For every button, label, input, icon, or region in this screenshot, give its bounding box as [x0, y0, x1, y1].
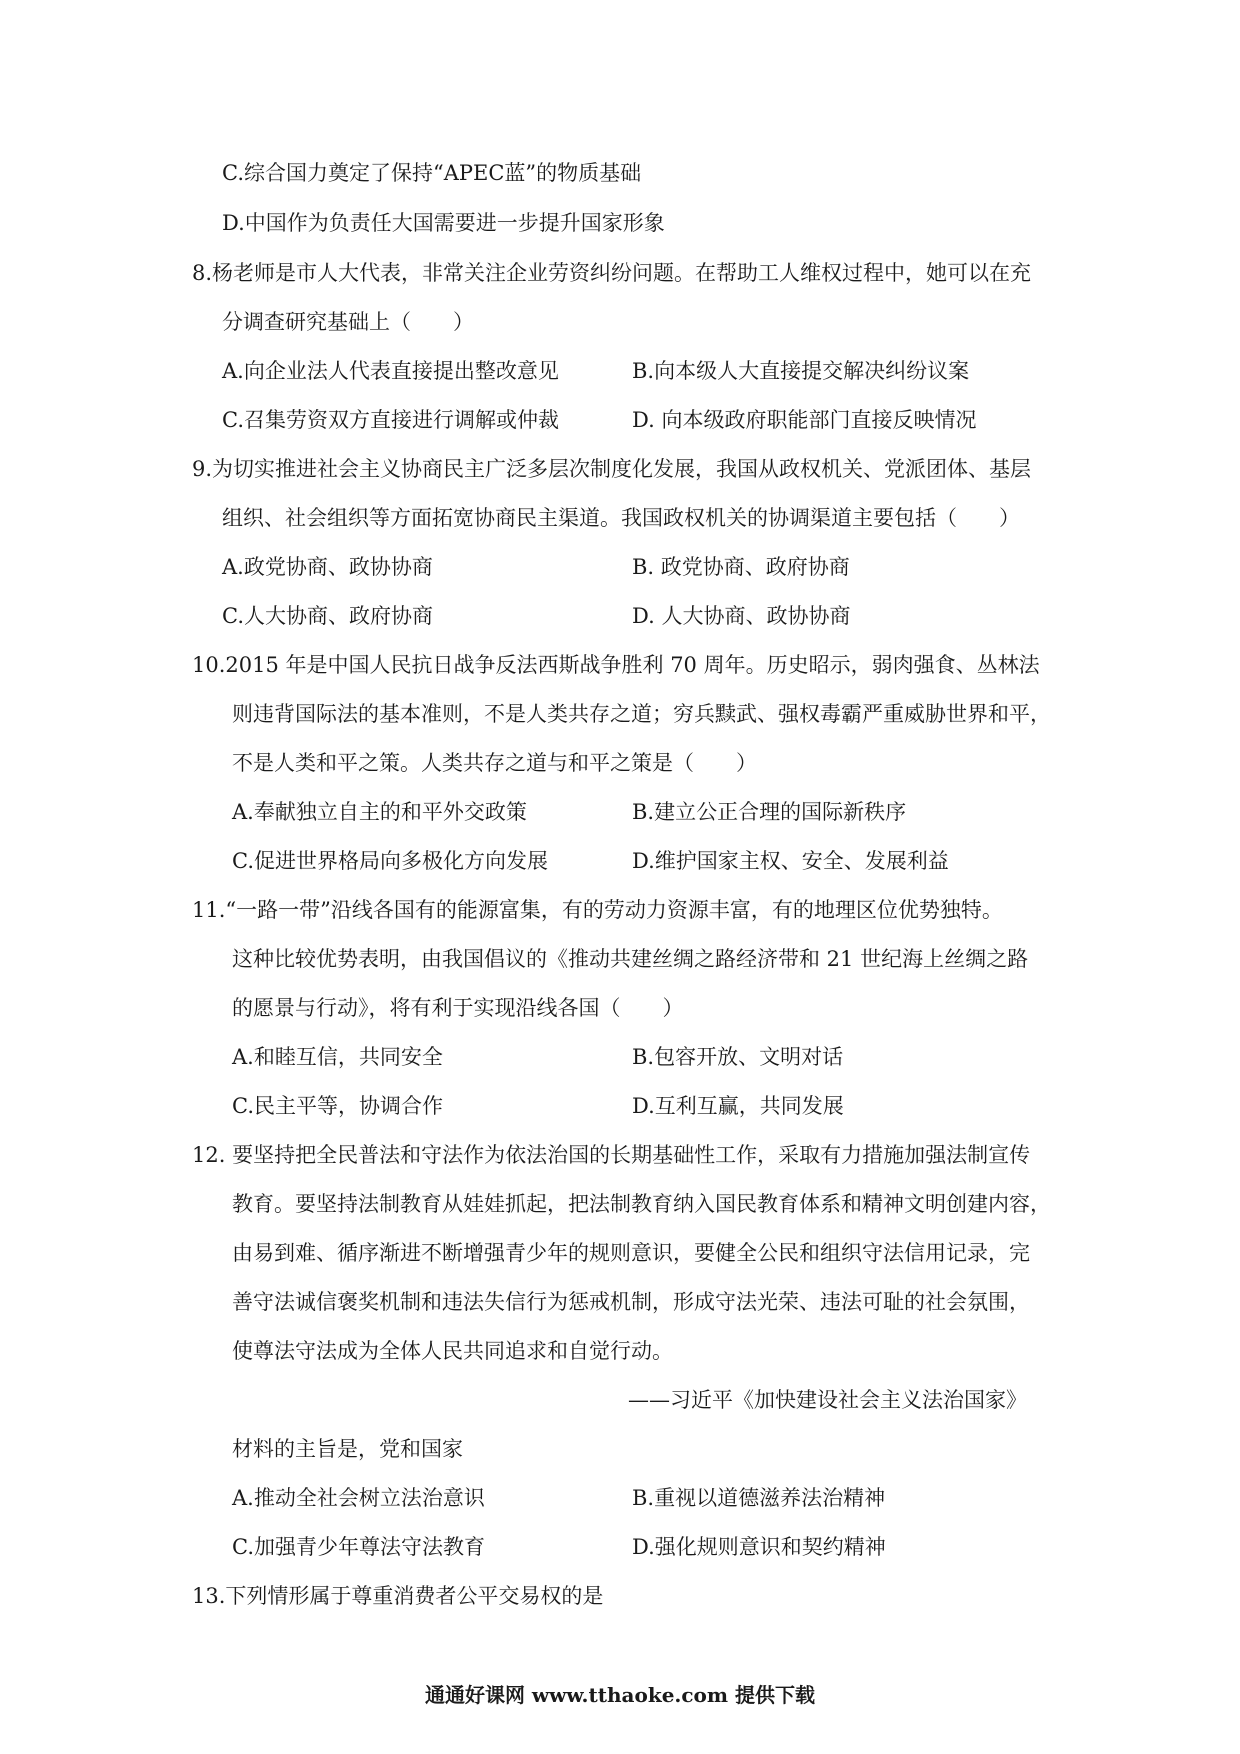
q10-stem-line1: 10.2015 年是中国人民抗日战争反法西斯战争胜利 70 周年。历史昭示，弱肉强食、丛林法 [192, 653, 1040, 677]
q12-stem-line5: 使尊法守法成为全体人民共同追求和自觉行动。 [232, 1339, 673, 1363]
q10-stem-line2: 则违背国际法的基本准则，不是人类共存之道；穷兵黩武、强权毒霸严重威胁世界和平， [232, 702, 1051, 726]
q8-option-a: A.向企业法人代表直接提出整改意见 [222, 359, 559, 383]
q12-stem-line3: 由易到难、循序渐进不断增强青少年的规则意识，要健全公民和组织守法信用记录，完 [232, 1241, 1030, 1265]
q12-option-d: D.强化规则意识和契约精神 [632, 1535, 886, 1559]
q9-option-d: D. 人大协商、政协协商 [632, 604, 851, 628]
q10-option-d: D.维护国家主权、安全、发展利益 [632, 849, 949, 873]
q12-stem-line2: 教育。要坚持法制教育从娃娃抓起，把法制教育纳入国民教育体系和精神文明创建内容， [232, 1192, 1051, 1216]
q12-option-a: A.推动全社会树立法治意识 [232, 1486, 485, 1510]
q11-option-b: B.包容开放、文明对话 [632, 1045, 844, 1069]
q12-quote-source: ——习近平《加快建设社会主义法治国家》 [628, 1388, 1027, 1412]
q8-option-b: B.向本级人大直接提交解决纠纷议案 [632, 359, 970, 383]
q11-stem-line2: 这种比较优势表明，由我国倡议的《推动共建丝绸之路经济带和 21 世纪海上丝绸之路 [232, 947, 1029, 971]
q8-stem-line2: 分调查研究基础上（ ） [222, 310, 474, 334]
q12-option-b: B.重视以道德滋养法治精神 [632, 1486, 886, 1510]
q11-option-a: A.和睦互信，共同安全 [232, 1045, 443, 1069]
q11-option-c: C.民主平等，协调合作 [232, 1094, 443, 1118]
q10-option-c: C.促进世界格局向多极化方向发展 [232, 849, 548, 873]
q8-option-d: D. 向本级政府职能部门直接反映情况 [632, 408, 977, 432]
q10-stem-line3: 不是人类和平之策。人类共存之道与和平之策是（ ） [232, 751, 757, 775]
q7-option-d: D.中国作为负责任大国需要进一步提升国家形象 [222, 211, 665, 235]
q8-stem-line1: 8.杨老师是市人大代表，非常关注企业劳资纠纷问题。在帮助工人维权过程中，她可以在充 [192, 261, 1032, 285]
page-footer: 通通好课网 www.tthaoke.com 提供下载 [424, 1683, 816, 1707]
q11-option-d: D.互利互赢，共同发展 [632, 1094, 844, 1118]
q12-question: 材料的主旨是，党和国家 [232, 1437, 463, 1461]
q9-stem-line1: 9.为切实推进社会主义协商民主广泛多层次制度化发展，我国从政权机关、党派团体、基层 [192, 457, 1032, 481]
q12-stem-line1: 12. 要坚持把全民普法和守法作为依法治国的长期基础性工作，采取有力措施加强法制宣传 [192, 1143, 1031, 1167]
q11-stem-line3: 的愿景与行动》，将有利于实现沿线各国（ ） [232, 996, 684, 1020]
q9-option-c: C.人大协商、政府协商 [222, 604, 433, 628]
q12-option-c: C.加强青少年尊法守法教育 [232, 1535, 485, 1559]
q13-stem-line1: 13.下列情形属于尊重消费者公平交易权的是 [192, 1584, 604, 1608]
q7-option-c: C.综合国力奠定了保持“APEC蓝”的物质基础 [222, 161, 642, 185]
q10-option-a: A.奉献独立自主的和平外交政策 [232, 800, 527, 824]
q9-option-a: A.政党协商、政协协商 [222, 555, 433, 579]
q10-option-b: B.建立公正合理的国际新秩序 [632, 800, 907, 824]
q9-stem-line2: 组织、社会组织等方面拓宽协商民主渠道。我国政权机关的协调渠道主要包括（ ） [222, 506, 1020, 530]
q9-option-b: B. 政党协商、政府协商 [632, 555, 850, 579]
q11-stem-line1: 11.“一路一带”沿线各国有的能源富集，有的劳动力资源丰富，有的地理区位优势独特。 [192, 898, 1003, 922]
q8-option-c: C.召集劳资双方直接进行调解或仲裁 [222, 408, 559, 432]
q12-stem-line4: 善守法诚信褒奖机制和违法失信行为惩戒机制，形成守法光荣、违法可耻的社会氛围， [232, 1290, 1030, 1314]
